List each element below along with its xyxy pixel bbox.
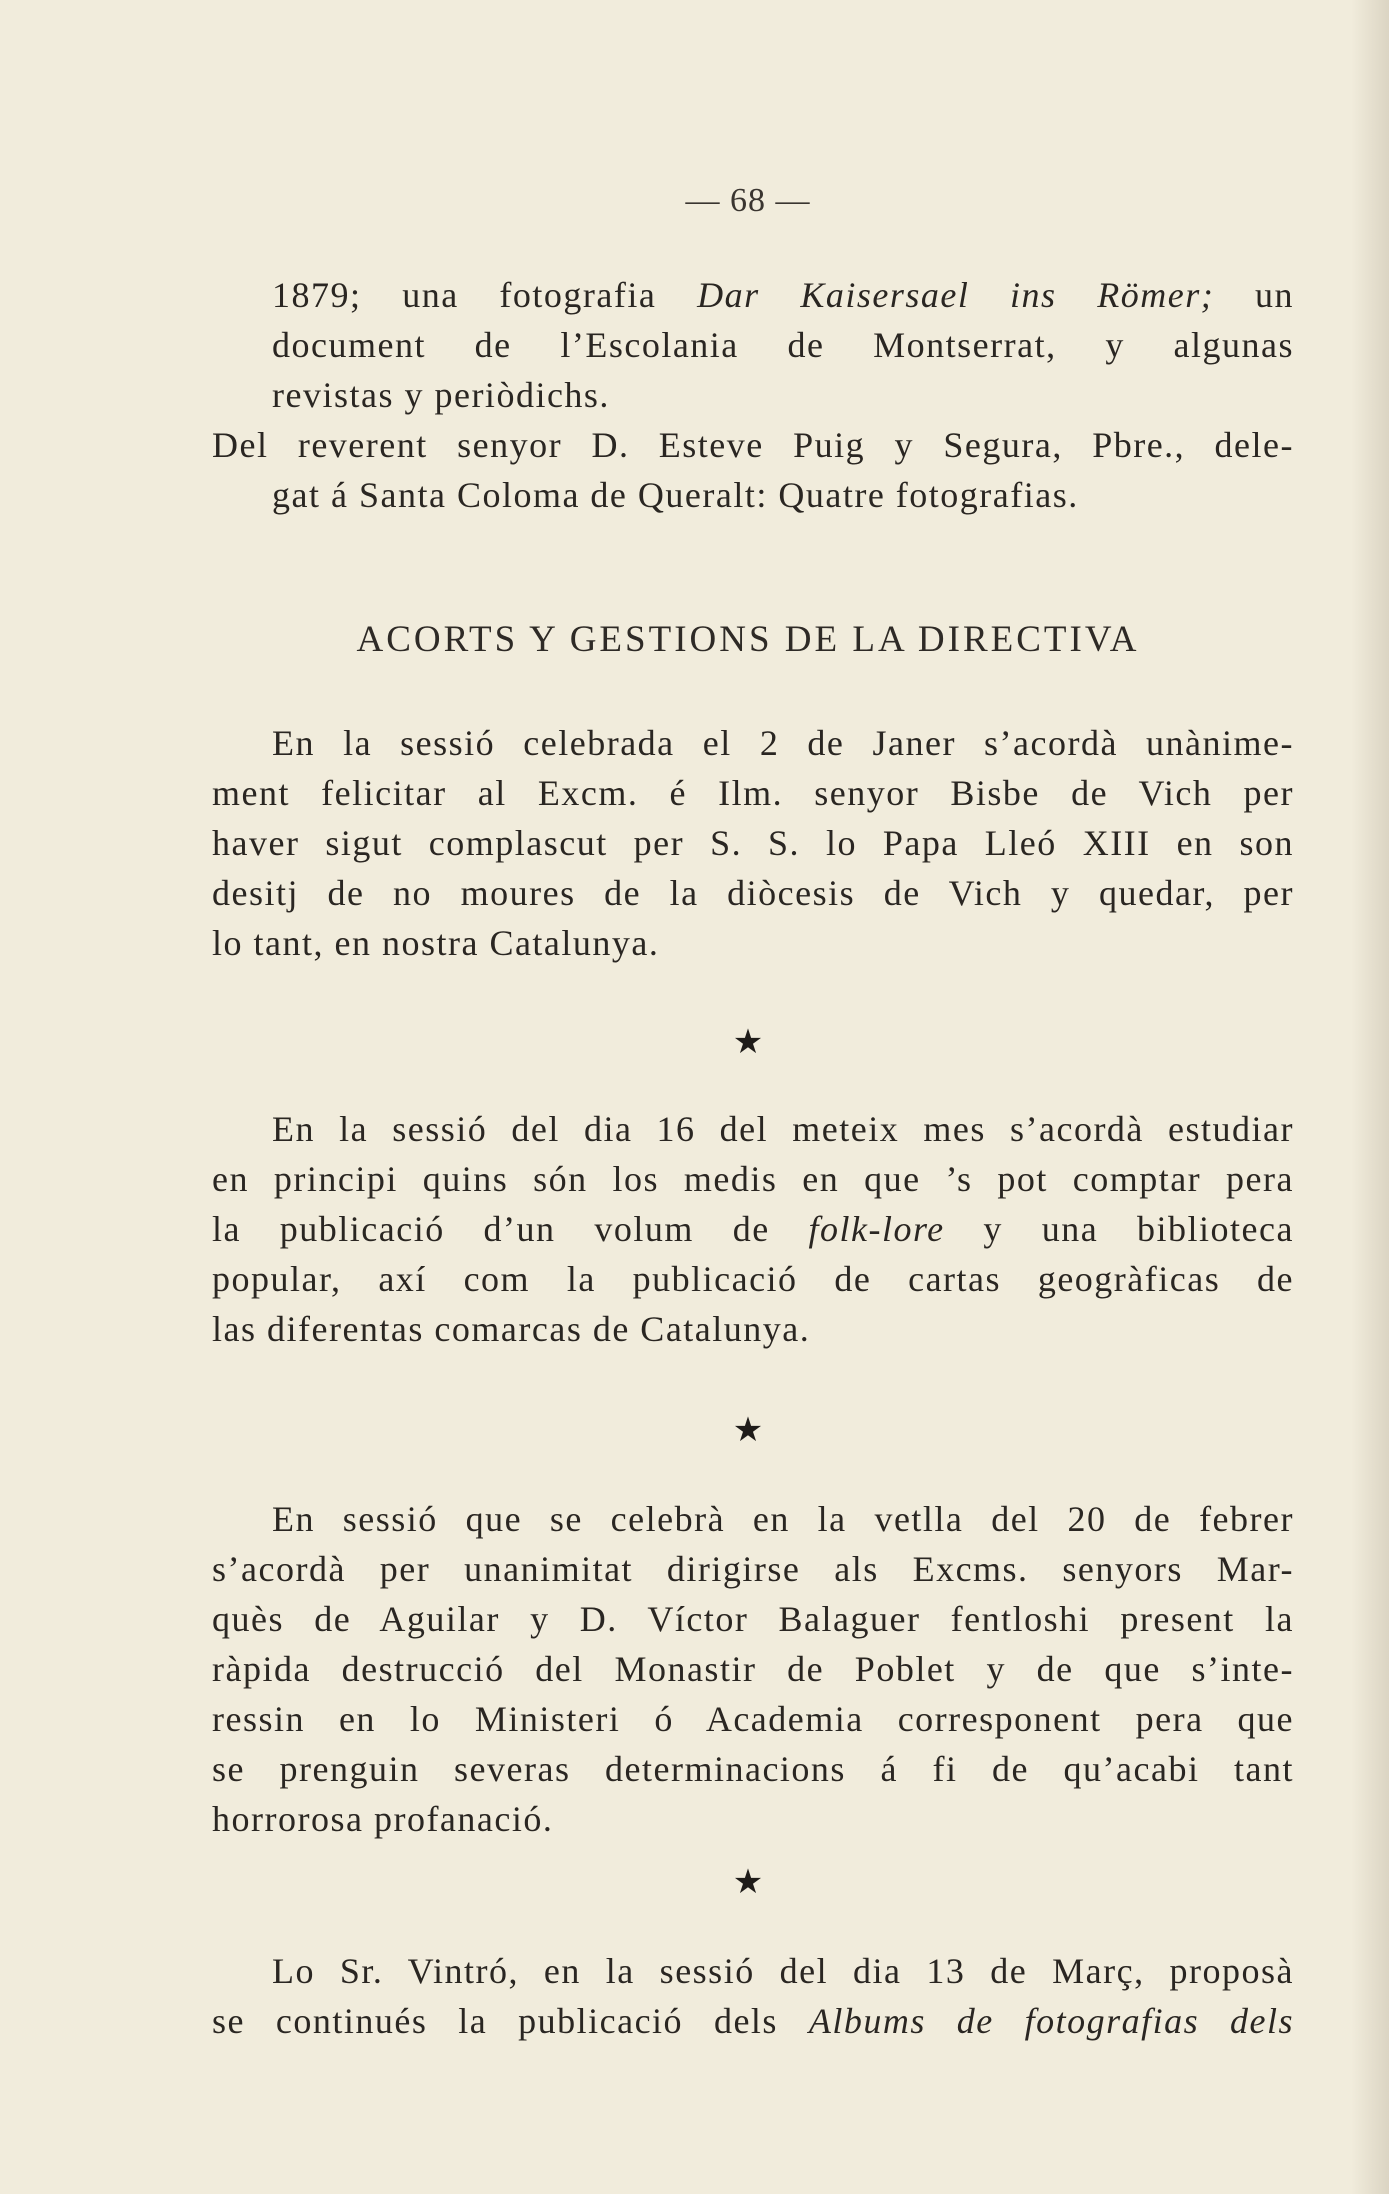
page-number: — 68 — bbox=[685, 182, 811, 219]
text-line: desitj de no moures de la diòcesis de Vich y quedar, per bbox=[212, 873, 1294, 913]
text-run: y una biblioteca bbox=[944, 1209, 1294, 1249]
text-line bbox=[212, 1204, 1294, 1254]
text-line: horrorosa profanació. bbox=[212, 1799, 554, 1839]
intro-paragraph bbox=[212, 270, 1294, 520]
text-line: Lo Sr. Vintró, en la sessió del dia 13 de Març, proposà bbox=[272, 1951, 1294, 1991]
star-separator: ★ bbox=[732, 1024, 764, 1061]
text-run: un bbox=[1214, 275, 1294, 315]
text-run: se continués la publicació dels bbox=[212, 2001, 809, 2041]
paragraph-meteix-mes bbox=[212, 1104, 1294, 1354]
text-line: lo tant, en nostra Catalunya. bbox=[212, 923, 660, 963]
text-line: En la sessió celebrada el 2 de Janer s’acordà unànime- bbox=[272, 723, 1294, 763]
italic-title: Albums de fotografias dels bbox=[808, 2001, 1294, 2041]
section-heading: ACORTS Y GESTIONS DE LA DIRECTIVA bbox=[356, 619, 1140, 660]
italic-term: folk-lore bbox=[808, 1209, 945, 1249]
text-line: ment felicitar al Excm. é Ilm. senyor Bisbe de Vich per bbox=[212, 773, 1294, 813]
text-line: ressin en lo Ministeri ó Academia corresponent pera que bbox=[212, 1699, 1294, 1739]
text-line: En la sessió del dia 16 del meteix mes s’acordà estudiar bbox=[272, 1109, 1294, 1149]
star-separator: ★ bbox=[732, 1412, 764, 1449]
text-line: s’acordà per unanimitat dirigirse als Excms. senyors Mar- bbox=[212, 1549, 1294, 1589]
text-line: document de l’Escolania de Montserrat, y algunas bbox=[272, 325, 1294, 365]
text-line: en principi quins són los medis en que ’s pot comptar pera bbox=[212, 1159, 1294, 1199]
text-run: la publicació d’un volum de bbox=[212, 1209, 809, 1249]
italic-title: Dar Kaisersael ins Römer; bbox=[697, 275, 1215, 315]
text-line: haver sigut complascut per S. S. lo Papa Lleó XIII en son bbox=[212, 823, 1294, 863]
text-line bbox=[272, 270, 1294, 320]
paragraph-marc bbox=[212, 1946, 1294, 2046]
text-line: se prenguin severas determinacions á fi de qu’acabi tant bbox=[212, 1749, 1294, 1789]
text-line bbox=[212, 1996, 1294, 2046]
text-line: popular, axí com la publicació de cartas geogràficas de bbox=[212, 1259, 1294, 1299]
text-line: revistas y periòdichs. bbox=[272, 375, 610, 415]
text-run: 1879; una fotografia bbox=[272, 275, 698, 315]
star-separator: ★ bbox=[732, 1864, 764, 1901]
text-line: gat á Santa Coloma de Queralt: Quatre fotografias. bbox=[272, 475, 1079, 515]
text-line: quès de Aguilar y D. Víctor Balaguer fentloshi present la bbox=[212, 1599, 1294, 1639]
text-line: las diferentas comarcas de Catalunya. bbox=[212, 1309, 811, 1349]
paragraph-febrer bbox=[212, 1494, 1294, 1844]
text-line: Del reverent senyor D. Esteve Puig y Segura, Pbre., dele- bbox=[212, 425, 1294, 465]
text-line: En sessió que se celebrà en la vetlla del 20 de febrer bbox=[272, 1499, 1294, 1539]
paragraph-janer bbox=[212, 718, 1294, 968]
text-line: ràpida destrucció del Monastir de Poblet y de que s’inte- bbox=[212, 1649, 1294, 1689]
